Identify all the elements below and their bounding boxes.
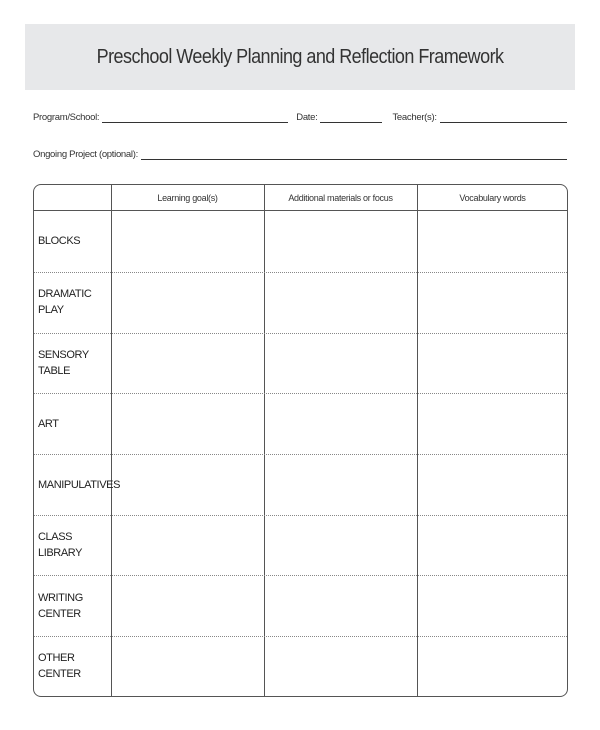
row-separator: [34, 272, 567, 273]
program-label: Program/School:: [33, 112, 100, 123]
date-field[interactable]: [320, 113, 382, 123]
row-label-art: ART: [38, 417, 59, 430]
date-label: Date:: [296, 112, 318, 123]
table-header-row: [34, 185, 567, 211]
project-field[interactable]: [141, 150, 567, 160]
info-row-project: [33, 149, 567, 160]
column-divider: [111, 185, 112, 696]
row-separator: [34, 333, 567, 334]
program-field[interactable]: [102, 113, 288, 123]
column-divider: [264, 185, 265, 696]
teacher-label: Teacher(s):: [392, 112, 437, 123]
row-label-class-library: CLASS LIBRARY: [38, 531, 83, 559]
row-separator: [34, 454, 567, 455]
column-divider: [417, 185, 418, 696]
column-header-materials: Additional materials or focus: [288, 192, 393, 203]
row-label-blocks: BLOCKS: [38, 235, 81, 247]
teacher-field[interactable]: [440, 113, 567, 123]
row-separator: [34, 575, 567, 576]
column-header-vocabulary: Vocabulary words: [459, 192, 526, 203]
title-banner: [25, 24, 575, 90]
row-separator: [34, 515, 567, 516]
row-label-dramatic-play: DRAMATIC PLAY: [38, 288, 92, 316]
page-title: Preschool Weekly Planning and Reflection Framework: [96, 45, 504, 68]
row-label-other-center: OTHER CENTER: [38, 652, 81, 680]
row-separator: [34, 393, 567, 394]
row-label-writing-center: WRITING CENTER: [38, 591, 83, 620]
planning-table: [33, 184, 568, 697]
row-label-sensory-table: SENSORY TABLE: [38, 349, 89, 377]
row-separator: [34, 636, 567, 637]
info-row-program: [33, 112, 567, 123]
row-label-manipulatives: MANIPULATIVES: [38, 478, 121, 491]
project-label: Ongoing Project (optional):: [33, 149, 138, 160]
column-header-learning-goals: Learning goal(s): [157, 192, 218, 203]
